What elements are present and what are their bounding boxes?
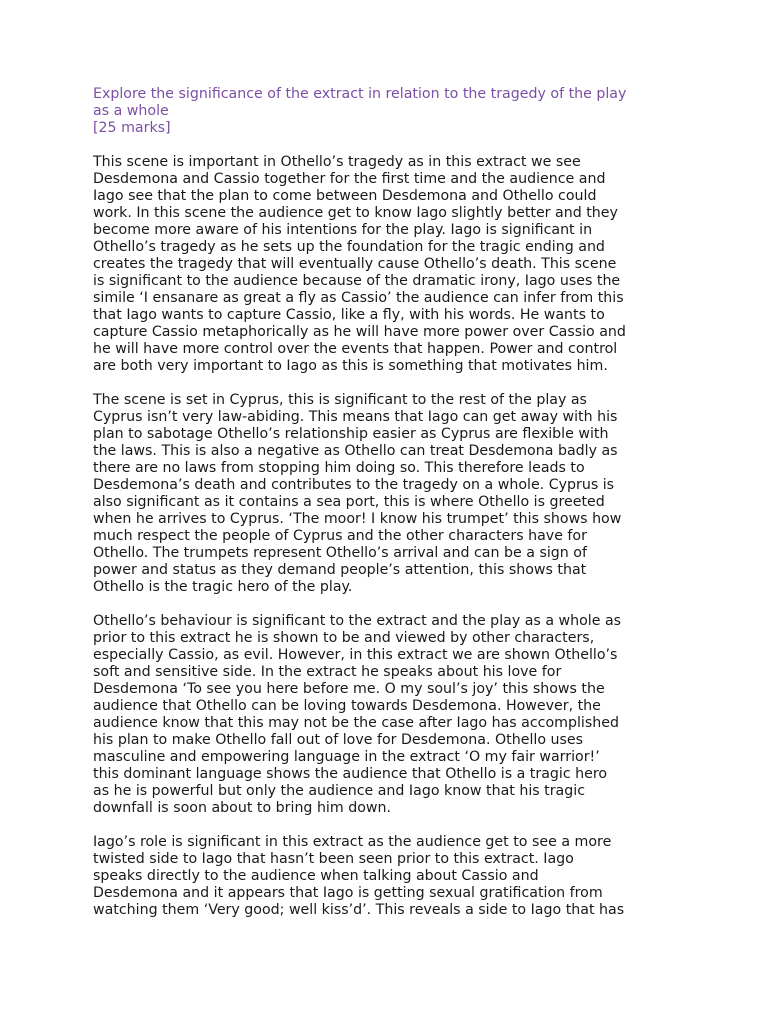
paragraph-line: he will have more control over the events that happen. Power and control (93, 341, 618, 357)
paragraph-line: is significant to the audience because of the dramatic irony, Iago uses the (93, 273, 621, 289)
question-marks: [25 marks] (93, 120, 171, 136)
paragraph-line: masculine and empowering language in the extract ‘O my fair warrior!’ (93, 749, 600, 765)
paragraph-line: the laws. This is also a negative as Othello can treat Desdemona badly as (93, 443, 618, 459)
question-prompt-line: Explore the significance of the extract in relation to the tragedy of the play (93, 86, 627, 102)
paragraph-line: creates the tragedy that will eventually cause Othello’s death. This scene (93, 256, 617, 272)
essay-paragraph (93, 834, 683, 919)
paragraph-line: Othello’s behaviour is significant to the extract and the play as a whole as (93, 613, 622, 629)
essay-paragraphs (93, 154, 683, 919)
paragraph-line: twisted side to Iago that hasn’t been seen prior to this extract. Iago (93, 851, 574, 867)
paragraph-line: when he arrives to Cyprus. ‘The moor! I know his trumpet’ this shows how (93, 511, 622, 527)
paragraph-line: audience know that this may not be the case after Iago has accomplished (93, 715, 619, 731)
essay-question (93, 86, 683, 137)
paragraph-line: that Iago wants to capture Cassio, like a fly, with his words. He wants to (93, 307, 605, 323)
question-prompt-line: as a whole (93, 103, 169, 119)
paragraph-line: capture Cassio metaphorically as he will have more power over Cassio and (93, 324, 626, 340)
paragraph-line: downfall is soon about to bring him down. (93, 800, 391, 816)
question-prompt (93, 86, 683, 120)
paragraph-line: Desdemona and it appears that Iago is getting sexual gratification from (93, 885, 603, 901)
document-body (93, 86, 683, 936)
paragraph-line: work. In this scene the audience get to know Iago slightly better and they (93, 205, 618, 221)
paragraph-line: power and status as they demand people’s attention, this shows that (93, 562, 587, 578)
paragraph-line: this dominant language shows the audience that Othello is a tragic hero (93, 766, 608, 782)
paragraph-line: Desdemona’s death and contributes to the tragedy on a whole. Cyprus is (93, 477, 615, 493)
paragraph-line: audience that Othello can be loving towards Desdemona. However, the (93, 698, 601, 714)
paragraph-line: plan to sabotage Othello’s relationship easier as Cyprus are flexible with (93, 426, 609, 442)
essay-paragraph (93, 392, 683, 596)
paragraph-line: much respect the people of Cyprus and the other characters have for (93, 528, 587, 544)
paragraph-line: The scene is set in Cyprus, this is significant to the rest of the play as (93, 392, 587, 408)
paragraph-line: his plan to make Othello fall out of love for Desdemona. Othello uses (93, 732, 584, 748)
paragraph-line: This scene is important in Othello’s tragedy as in this extract we see (93, 154, 581, 170)
essay-paragraph (93, 154, 683, 375)
paragraph-line: are both very important to Iago as this is something that motivates him. (93, 358, 608, 374)
paragraph-line: Desdemona and Cassio together for the first time and the audience and (93, 171, 606, 187)
paragraph-line: simile ‘I ensanare as great a fly as Cassio’ the audience can infer from this (93, 290, 624, 306)
paragraph-line: Desdemona ‘To see you here before me. O my soul’s joy’ this shows the (93, 681, 605, 697)
paragraph-line: prior to this extract he is shown to be and viewed by other characters, (93, 630, 595, 646)
paragraph-line: there are no laws from stopping him doing so. This therefore leads to (93, 460, 585, 476)
paragraph-line: soft and sensitive side. In the extract he speaks about his love for (93, 664, 562, 680)
essay-paragraph (93, 613, 683, 817)
paragraph-line: speaks directly to the audience when talking about Cassio and (93, 868, 539, 884)
paragraph-line: also significant as it contains a sea port, this is where Othello is greeted (93, 494, 605, 510)
paragraph-line: become more aware of his intentions for the play. Iago is significant in (93, 222, 593, 238)
paragraph-line: as he is powerful but only the audience and Iago know that his tragic (93, 783, 586, 799)
paragraph-line: watching them ‘Very good; well kiss’d’. This reveals a side to Iago that has (93, 902, 625, 918)
paragraph-line: Cyprus isn’t very law-abiding. This means that Iago can get away with his (93, 409, 618, 425)
paragraph-line: Othello is the tragic hero of the play. (93, 579, 353, 595)
paragraph-line: Othello. The trumpets represent Othello’s arrival and can be a sign of (93, 545, 587, 561)
paragraph-line: especially Cassio, as evil. However, in this extract we are shown Othello’s (93, 647, 618, 663)
paragraph-line: Othello’s tragedy as he sets up the foundation for the tragic ending and (93, 239, 605, 255)
paragraph-line: Iago see that the plan to come between Desdemona and Othello could (93, 188, 597, 204)
paragraph-line: Iago’s role is significant in this extract as the audience get to see a more (93, 834, 612, 850)
